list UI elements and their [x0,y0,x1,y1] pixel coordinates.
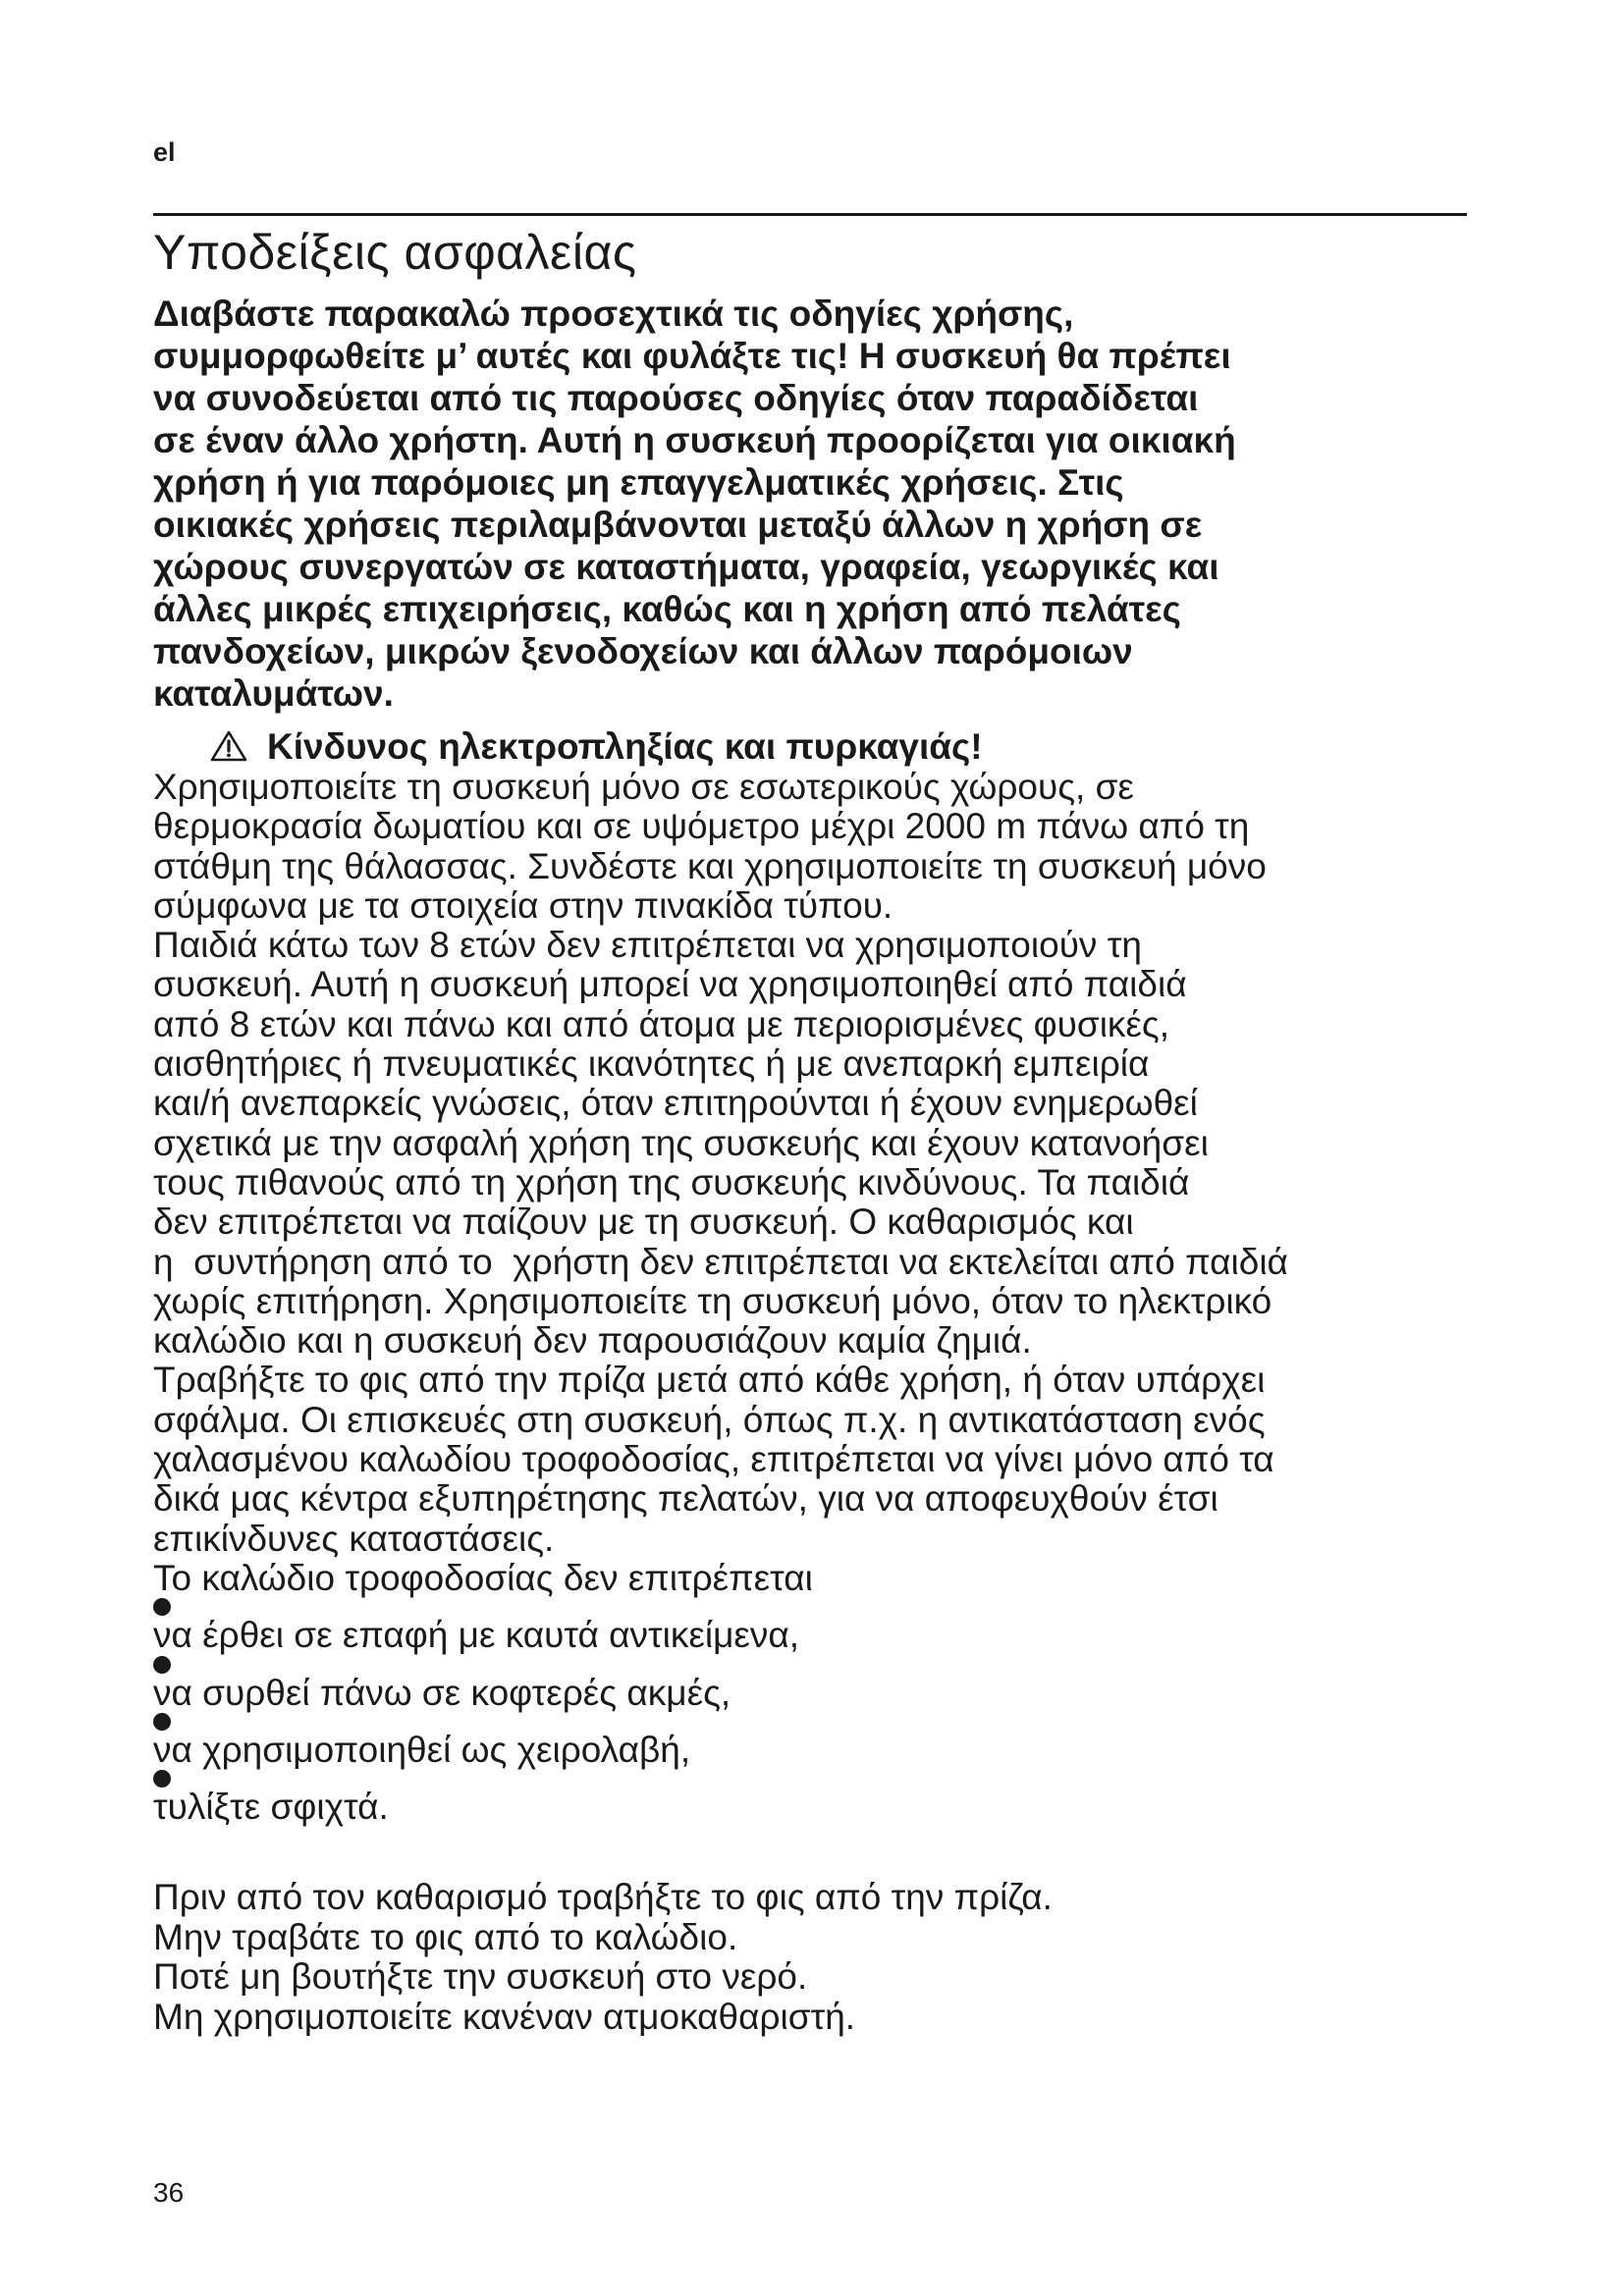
closing-line: Ποτέ μη βουτήξτε την συσκευή στο νερό. [153,1956,808,1998]
body-line: σύμφωνα με τα στοιχεία στην πινακίδα τύπου. [153,884,893,926]
header-divider [153,213,1467,216]
bullet-icon [153,1713,171,1731]
body-line: Τραβήξτε το φις από την πρίζα μετά από κάθε χρήση, ή όταν υπάρχει [153,1360,1266,1401]
list-item-text: τυλίξτε σφιχτά. [153,1787,389,1828]
body-line: και/ή ανεπαρκείς γνώσεις, όταν επιτηρούνται ή έχουν ενημερωθεί [153,1083,1198,1124]
body-line: Παιδιά κάτω των 8 ετών δεν επιτρέπεται να χρησιμοποιούν τη [153,925,1142,966]
list-item-text: να χρησιμοποιηθεί ως χειρολαβή, [153,1729,691,1770]
list-item-text: να έρθει σε επαφή με καυτά αντικείμενα, [153,1615,800,1656]
body-line: Χρησιμοποιείτε τη συσκευή μόνο σε εσωτερικούς χώρους, σε [153,767,1134,807]
bullet-icon [153,1598,171,1616]
cleaning-instructions [153,1878,1528,2037]
intro-line: καταλυμάτων. [153,673,394,714]
body-line: θερμοκρασία δωματίου και σε υψόμετρο μέχρι 2000 m πάνω από τη [153,806,1250,847]
power-cord-restrictions-list [153,1598,1528,1827]
warning-triangle-icon [210,730,247,762]
body-line: καλώδιο και η συσκευή δεν παρουσιάζουν καμία ζημιά. [153,1320,1032,1362]
body-line: σχετικά με την ασφαλή χρήση της συσκευής και έχουν κατανοήσει [153,1122,1209,1163]
intro-line: χρήση ή για παρόμοιες μη επαγγελματικές χρήσεις. Στις [153,462,1124,503]
closing-line: Πριν από τον καθαρισμό τραβήξτε το φις από την πρίζα. [153,1877,1053,1918]
warning-heading [153,725,1528,768]
intro-line: σε έναν άλλο χρήστη. Αυτή η συσκευή προορίζεται για οικιακή [153,420,1236,460]
list-item [153,1713,1528,1770]
intro-line: συμμορφωθείτε μ’ αυτές και φυλάξτε τις! Η συσκευή θα πρέπει [153,336,1231,376]
intro-line: άλλες μικρές επιχειρήσεις, καθώς και η χρήση από πελάτες [153,589,1181,629]
body-line: Το καλώδιο τροφοδοσίας δεν επιτρέπεται [153,1557,813,1598]
intro-line: να συνοδεύεται από τις παρούσες οδηγίες όταν παραδίδεται [153,378,1199,418]
language-code: el [153,137,176,167]
intro-line: Διαβάστε παρακαλώ προσεχτικά τις οδηγίες χρήσης, [153,294,1074,334]
bullet-icon [153,1770,171,1788]
body-line: στάθμη της θάλασσας. Συνδέστε και χρησιμοποιείτε τη συσκευή μόνο [153,845,1267,886]
intro-line: οικιακές χρήσεις περιλαμβάνονται μεταξύ άλλων η χρήση σε [153,505,1203,545]
body-line: χωρίς επιτήρηση. Χρησιμοποιείτε τη συσκευή μόνο, όταν το ηλεκτρικό [153,1280,1272,1321]
safety-instructions [153,768,1528,1598]
list-item [153,1598,1528,1655]
body-line: συσκευή. Αυτή η συσκευή μπορεί να χρησιμοποιηθεί από παιδιά [153,964,1187,1005]
closing-line: Μη χρησιμοποιείτε κανέναν ατμοκαθαριστή. [153,1996,856,2037]
body-line: σφάλμα. Οι επισκευές στη συσκευή, όπως π.χ. η αντικατάσταση ενός [153,1399,1266,1440]
section-title: Υποδείξεις ασφαλείας [153,225,637,280]
closing-line: Μην τραβάτε το φις από το καλώδιο. [153,1916,738,1957]
body-line: η συντήρηση από το χρήστη δεν επιτρέπεται να εκτελείται από παιδιά [153,1241,1288,1282]
list-item [153,1770,1528,1827]
intro-line: χώρους συνεργατών σε καταστήματα, γραφεία, γεωργικές και [153,547,1219,587]
warning-title: Κίνδυνος ηλεκτροπληξίας και πυρκαγιάς! [267,726,983,767]
body-line: επικίνδυνες καταστάσεις. [153,1518,555,1559]
bullet-icon [153,1656,171,1674]
page-content [153,293,1528,2037]
body-line: αισθητήριες ή πνευματικές ικανότητες ή με ανεπαρκή εμπειρία [153,1043,1150,1085]
intro-line: πανδοχείων, μικρών ξενοδοχείων και άλλων παρόμοιων [153,631,1133,671]
body-line: χαλασμένου καλωδίου τροφοδοσίας, επιτρέπεται να γίνει μόνο από τα [153,1439,1274,1480]
list-item-text: να συρθεί πάνω σε κοφτερές ακμές, [153,1672,731,1713]
body-line: δεν επιτρέπεται να παίζουν με τη συσκευή. Ο καθαρισμός και [153,1201,1134,1243]
list-item [153,1656,1528,1713]
body-line: δικά μας κέντρα εξυπηρέτησης πελατών, για να αποφευχθούν έτσι [153,1478,1218,1520]
intro-paragraph [153,293,1528,715]
page-number: 36 [153,2177,185,2208]
body-line: από 8 ετών και πάνω και από άτομα με περιορισμένες φυσικές, [153,1003,1170,1044]
body-line: τους πιθανούς από τη χρήση της συσκευής κινδύνους. Τα παιδιά [153,1161,1190,1202]
